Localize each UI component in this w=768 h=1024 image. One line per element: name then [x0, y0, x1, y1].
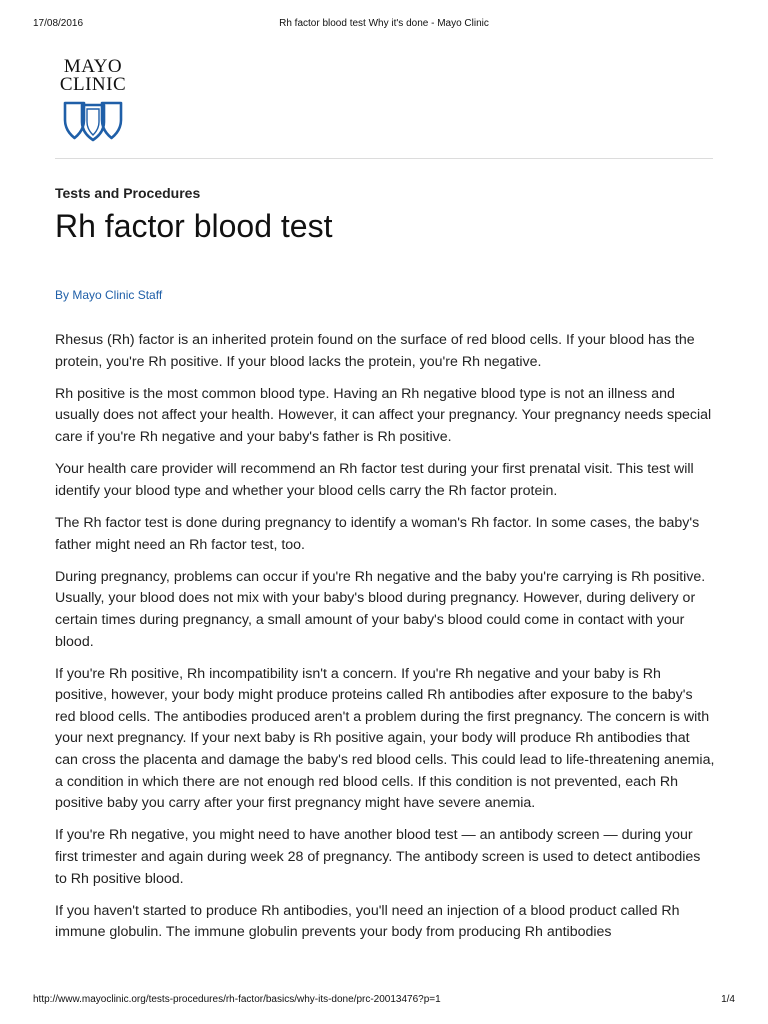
article-paragraph: If you haven't started to produce Rh antibodies, you'll need an injection of a blood product called Rh immune globulin. The immune globulin prevents your body from producing Rh antibodies	[55, 902, 680, 941]
logo-line-1: MAYO	[63, 56, 123, 77]
print-url: http://www.mayoclinic.org/tests-procedures/rh-factor/basics/why-its-done/prc-20013476?p=1	[33, 994, 441, 1005]
article-paragraph: During pregnancy, problems can occur if you're Rh negative and the baby you're carrying is Rh positive. Usually, your blood does not mix with your baby's blood during pregnancy. However, during delivery or certain times during pregnancy, a small amount of your baby's blood could come in contact with your blood.	[55, 568, 706, 650]
article-paragraph: Rhesus (Rh) factor is an inherited protein found on the surface of red blood cells. If your blood has the protein, you're Rh positive. If your blood lacks the protein, you're Rh negative.	[55, 332, 695, 370]
logo-wordmark	[55, 58, 131, 94]
print-header	[33, 18, 735, 30]
article-body	[55, 330, 715, 955]
page-number: 1/4	[721, 994, 735, 1005]
section-eyebrow: Tests and Procedures	[55, 185, 201, 201]
article-paragraph: Rh positive is the most common blood type. Having an Rh negative blood type is not an illness and usually does not affect your health. However, it can affect your pregnancy. Your pregnancy needs special care if you're Rh negative and your baby's father is Rh positive.	[55, 385, 712, 445]
article-paragraph: If you're Rh positive, Rh incompatibility isn't a concern. If you're Rh negative and your baby is Rh positive, however, your body might produce proteins called Rh antibodies after exposure to the baby's red blood cells. The antibodies produced aren't a problem during the first pregnancy. The concern is with your next pregnancy. If your next baby is Rh positive again, your body will produce Rh antibodies that can cross the placenta and damage the baby's red blood cells. This could lead to life-threatening anemia, a condition in which there are not enough red blood cells. If this condition is not prevented, each Rh positive baby you carry after your first pregnancy might have severe anemia.	[55, 665, 715, 812]
print-page-title: Rh factor blood test Why it's done - Mayo Clinic	[279, 18, 489, 29]
article-paragraph: Your health care provider will recommend an Rh factor test during your first prenatal visit. This test will identify your blood type and whether your blood cells carry the Rh factor protein.	[55, 461, 694, 499]
mayo-clinic-logo[interactable]	[55, 58, 131, 142]
triple-shield-icon	[62, 100, 124, 142]
page-title: Rh factor blood test	[55, 208, 333, 244]
print-date: 17/08/2016	[33, 18, 84, 29]
logo-line-2: CLINIC	[59, 74, 127, 95]
article-paragraph: If you're Rh negative, you might need to have another blood test — an antibody screen — during your first trimester and again during week 28 of pregnancy. The antibody screen is used to detect antibodies to Rh positive blood.	[55, 827, 701, 887]
byline-link[interactable]: By Mayo Clinic Staff	[55, 288, 163, 302]
article-paragraph: The Rh factor test is done during pregnancy to identify a woman's Rh factor. In some cases, the baby's father might need an Rh factor test, too.	[55, 514, 700, 553]
header-divider	[55, 158, 713, 159]
print-footer	[33, 994, 735, 1006]
